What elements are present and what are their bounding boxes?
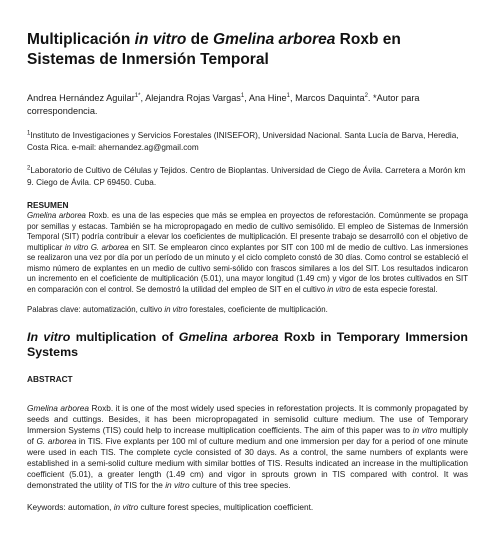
author-name: Andrea Hernández Aguilar xyxy=(27,93,135,103)
in-vitro-term: in vitro xyxy=(327,284,351,294)
abstract-text: multiply of xyxy=(27,424,468,446)
abstract-text: in TIS. Five explants per 100 ml of culture medium and one immersion per day for a period of one minute were used in each TIS. The complete cycle consisted of 30 days. As a control, the same numbers of explants were established in a semi-solid culture medium with similar bottles of TIS. Results indicated an increase in the multiplication coefficient (5.01), a greater length (1.49 cm) and vigor in sprouts grown in TIS compared with control. It was demonstrated the utility of TIS for the xyxy=(27,435,468,491)
affiliation-text: Laboratorio de Cultivo de Células y Tejidos. Centro de Bioplantas. Universidad de Ciego de Ávila. Carretera a Morón km 9. Ciego de Ávila. CP 69450. Cuba. xyxy=(27,166,466,187)
affiliation-text: Instituto de Investigaciones y Servicios Forestales (INISEFOR), Universidad Nacional. Santa Lucía de Barva, Heredia, Costa Rica. e-mail: ahernandez.ag@gmail.com xyxy=(27,131,459,152)
resumen-text: Roxb. es una de las especies que más se emplea en proyectos de reforestación. Comúnmente se propaga por semillas y estacas. También se ha micropropagado en medio de cultivo semisólido. El empleo de Sistemas de Inmersión Temporal (SIT) podría contribuir a elevar los coeficientes de multiplicación. El presente trabajo se desarrolló con el objetivo de multiplicar xyxy=(27,211,468,252)
title-es-italic2: Gmelina arborea xyxy=(213,31,336,48)
author-separator: , xyxy=(244,93,249,103)
keywords-label: Keywords: automation, xyxy=(27,502,114,513)
in-vitro-term: in vitro xyxy=(113,502,139,513)
abstract-text: Roxb. it is one of the most widely used species in reforestation projects. It is commonly propagated by seeds and cuttings. Besides, it has been micropropagated in semisolid culture medium. The use of Temporary Immersion Systems (TIS) could help to increase multiplication coefficients. The aim of this paper was to xyxy=(27,402,468,435)
species-name: G. arborea xyxy=(88,242,129,252)
corresponding-note: *Autor para correspondencia. xyxy=(27,93,420,116)
affiliation-mark: 2 xyxy=(27,165,31,172)
author-affiliation-mark: 1* xyxy=(134,92,141,99)
keywords-text: culture forest species, multiplication coefficient. xyxy=(138,502,314,513)
resumen-text: de esta especie forestal. xyxy=(350,284,438,294)
author-affiliation-mark: 1 xyxy=(286,92,290,99)
resumen-body xyxy=(27,211,468,295)
abstract-heading: ABSTRACT xyxy=(27,373,73,384)
english-title xyxy=(27,330,468,361)
title-es-part3: Roxb en Sistemas de Inmersión Temporal xyxy=(27,31,401,68)
in-vitro-term: in vitro xyxy=(164,305,188,314)
keywords xyxy=(27,502,468,513)
author-list xyxy=(27,92,468,118)
author-separator: . xyxy=(367,93,374,103)
resumen-heading: RESUMEN xyxy=(27,200,69,210)
spanish-title xyxy=(27,30,468,70)
abstract-text: culture of this tree species. xyxy=(189,480,291,491)
title-en-italic1: In vitro xyxy=(27,329,71,344)
resumen-text: en SIT. Se emplearon cinco explantes por SIT con 100 ml de medio de cultivo. Las inmersiones se realizaron una vez por día por un período de un minuto y el ciclo completo constó de 30 días. Como control se estableció el mismo número de explantes en un medio de cultivo semi-sólido con frascos similares a los del SIT. Los resultados indicaron un incremento en el coeficiente de multiplicación (5.01), una mayor longitud (1.49 cm) y vigor de los brotes cultivados en SIT en comparación con el control. Se demostró la utilidad del empleo de SIT en el cultivo xyxy=(27,242,468,294)
palabras-clave xyxy=(27,305,468,316)
author-affiliation-mark: 1 xyxy=(240,92,245,99)
author-separator: , xyxy=(290,93,296,103)
affiliation-1 xyxy=(27,130,468,153)
title-en-part2: Roxb in Temporary Immersion Systems xyxy=(27,329,468,359)
title-en-part1: multiplication of xyxy=(70,329,179,344)
author-affiliation-mark: 2 xyxy=(364,92,368,99)
title-es-italic1: in vitro xyxy=(134,31,187,48)
author-name: Alejandra Rojas Vargas xyxy=(145,93,241,103)
author-name: Ana Hine xyxy=(248,93,287,103)
in-vitro-term: in vitro xyxy=(165,480,190,491)
affiliation-2 xyxy=(27,165,468,188)
title-es-part2: de xyxy=(186,31,214,48)
in-vitro-term: in vitro xyxy=(412,424,438,435)
title-en-italic2: Gmelina arborea xyxy=(178,329,279,344)
author-name: Marcos Daquinta xyxy=(295,93,365,103)
in-vitro-term: in vitro xyxy=(64,242,89,252)
keywords-label: Palabras clave: automatización, cultivo xyxy=(27,305,165,314)
keywords-text: forestales, coeficiente de multiplicación. xyxy=(187,305,328,314)
abstract-body xyxy=(27,403,468,492)
author-separator: , xyxy=(140,93,146,103)
species-name: Gmelina arborea xyxy=(27,211,86,220)
affiliation-mark: 1 xyxy=(27,130,31,137)
title-es-part1: Multiplicación xyxy=(27,31,135,48)
species-name: Gmelina arborea xyxy=(27,402,89,413)
species-name: G. arborea xyxy=(36,435,77,446)
